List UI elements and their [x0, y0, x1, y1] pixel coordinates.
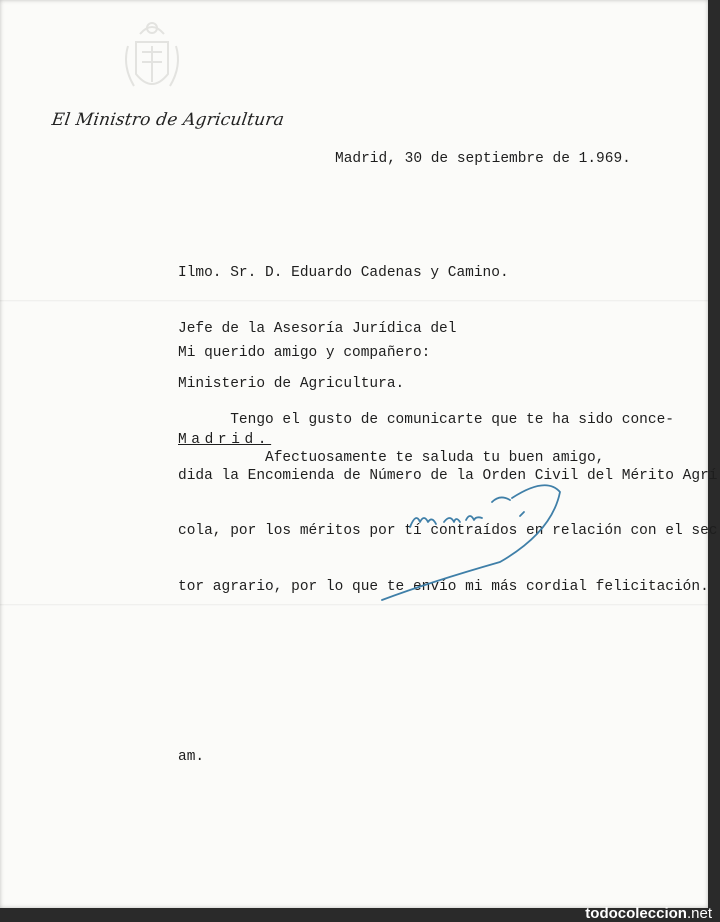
typist-initials: am. [178, 749, 205, 765]
recipient-ministry: Ministerio de Agricultura. [178, 376, 405, 392]
body-line: tor agrario, por lo que te envío mi más cordial felicitación. [178, 578, 709, 595]
letter-closing: Afectuosamente te saluda tu buen amigo, [265, 450, 605, 466]
recipient-city: Madrid. [178, 431, 272, 448]
embossed-crest-icon [120, 16, 184, 106]
handwritten-signature [370, 472, 570, 602]
body-line: Tengo el gusto de comunicarte que te ha sido conce- [178, 412, 674, 428]
recipient-name: Ilmo. Sr. D. Eduardo Cadenas y Camino. [178, 265, 509, 281]
letterhead-title: El Ministro de Agricultura [50, 110, 286, 130]
watermark-brand: todocoleccion [585, 905, 687, 922]
watermark [585, 905, 712, 922]
body-line: dida la Encomienda de Número de la Orden Civil del Mérito Agrí [178, 467, 718, 484]
recipient-position: Jefe de la Asesoría Jurídica del [178, 320, 457, 337]
letter-greeting: Mi querido amigo y compañero: [178, 345, 431, 361]
letter-date: Madrid, 30 de septiembre de 1.969. [335, 151, 631, 167]
body-line: cola, por los méritos por tí contraídos en relación con el sec [178, 523, 718, 539]
watermark-tld: .net [686, 905, 712, 922]
